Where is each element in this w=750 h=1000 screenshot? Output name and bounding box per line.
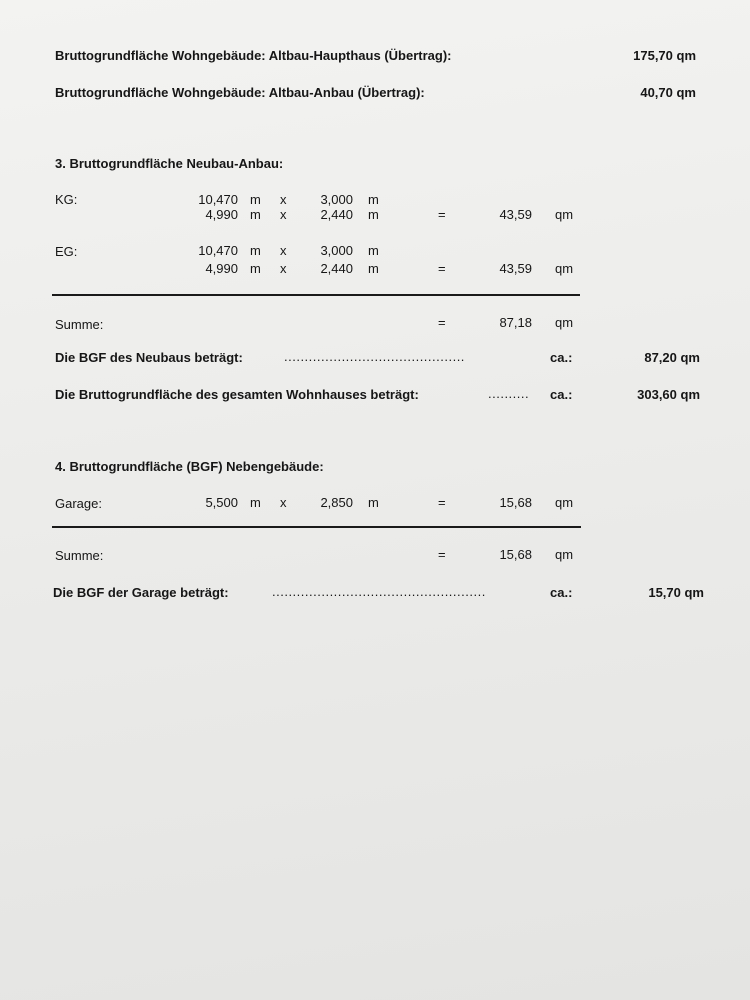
garage-u2: m — [368, 495, 379, 510]
kg-u2-2: m — [368, 207, 379, 222]
garage-a: 5,500 — [205, 495, 238, 510]
kg-u1-2: m — [250, 207, 261, 222]
garage-x: x — [280, 495, 287, 510]
neubau-bgf-value: 87,20 qm — [644, 350, 700, 365]
garage-u1: m — [250, 495, 261, 510]
carryover-label-1: Bruttogrundfläche Wohngebäude: Altbau-Haupthaus (Übertrag): — [55, 48, 452, 63]
garage-result: 15,68 — [499, 495, 532, 510]
eg-u2-2: m — [368, 261, 379, 276]
section4-divider — [52, 526, 581, 528]
eg-a2: 4,990 — [205, 261, 238, 276]
section3-sum-label: Summe: — [55, 317, 104, 332]
carryover-value-1: 175,70 qm — [633, 48, 696, 63]
total-bgf-label: Die Bruttogrundfläche des gesamten Wohnhauses beträgt: — [55, 387, 419, 402]
garage-b: 2,850 — [320, 495, 353, 510]
garage-unit: qm — [555, 495, 574, 510]
neubau-bgf-ca: ca.: — [550, 350, 573, 365]
garage-bgf-label: Die BGF der Garage beträgt: — [53, 585, 229, 600]
kg-a1: 10,470 — [198, 192, 238, 207]
garage-label: Garage: — [55, 496, 102, 511]
section3-sum-value: 87,18 — [499, 315, 532, 330]
eg-eq: = — [438, 261, 446, 276]
kg-unit: qm — [555, 207, 574, 222]
garage-bgf-dots: .................................................... — [272, 584, 486, 599]
garage-bgf-ca: ca.: — [550, 585, 573, 600]
kg-a2: 4,990 — [205, 207, 238, 222]
garage-bgf-value: 15,70 qm — [648, 585, 704, 600]
eg-unit: qm — [555, 261, 574, 276]
section4-sum-unit: qm — [555, 547, 574, 562]
kg-label: KG: — [55, 192, 78, 207]
eg-b1: 3,000 — [320, 243, 353, 258]
kg-u1-1: m — [250, 192, 261, 207]
total-bgf-ca: ca.: — [550, 387, 573, 402]
eg-result: 43,59 — [499, 261, 532, 276]
section4-sum-eq: = — [438, 547, 446, 562]
section3-sum-unit: qm — [555, 315, 574, 330]
kg-result: 43,59 — [499, 207, 532, 222]
eg-a1: 10,470 — [198, 243, 238, 258]
section3-divider — [52, 294, 580, 296]
kg-eq: = — [438, 207, 446, 222]
kg-x-2: x — [280, 207, 287, 222]
section4-sum-value: 15,68 — [499, 547, 532, 562]
section3-sum-eq: = — [438, 315, 446, 330]
kg-u2-1: m — [368, 192, 379, 207]
eg-b2: 2,440 — [320, 261, 353, 276]
eg-x-1: x — [280, 243, 287, 258]
kg-b2: 2,440 — [320, 207, 353, 222]
total-bgf-dots: .......... — [488, 386, 530, 401]
section4-heading: 4. Bruttogrundfläche (BGF) Nebengebäude: — [55, 459, 324, 474]
eg-label: EG: — [55, 244, 78, 259]
carryover-label-2: Bruttogrundfläche Wohngebäude: Altbau-Anbau (Übertrag): — [55, 85, 425, 100]
eg-u1-2: m — [250, 261, 261, 276]
kg-b1: 3,000 — [320, 192, 353, 207]
carryover-value-2: 40,70 qm — [640, 85, 696, 100]
neubau-bgf-dots: ............................................ — [284, 349, 465, 364]
total-bgf-value: 303,60 qm — [637, 387, 700, 402]
eg-u1-1: m — [250, 243, 261, 258]
section4-sum-label: Summe: — [55, 548, 104, 563]
neubau-bgf-label: Die BGF des Neubaus beträgt: — [55, 350, 243, 365]
section3-heading: 3. Bruttogrundfläche Neubau-Anbau: — [55, 156, 284, 171]
kg-x-1: x — [280, 192, 287, 207]
eg-u2-1: m — [368, 243, 379, 258]
garage-eq: = — [438, 495, 446, 510]
eg-x-2: x — [280, 261, 287, 276]
